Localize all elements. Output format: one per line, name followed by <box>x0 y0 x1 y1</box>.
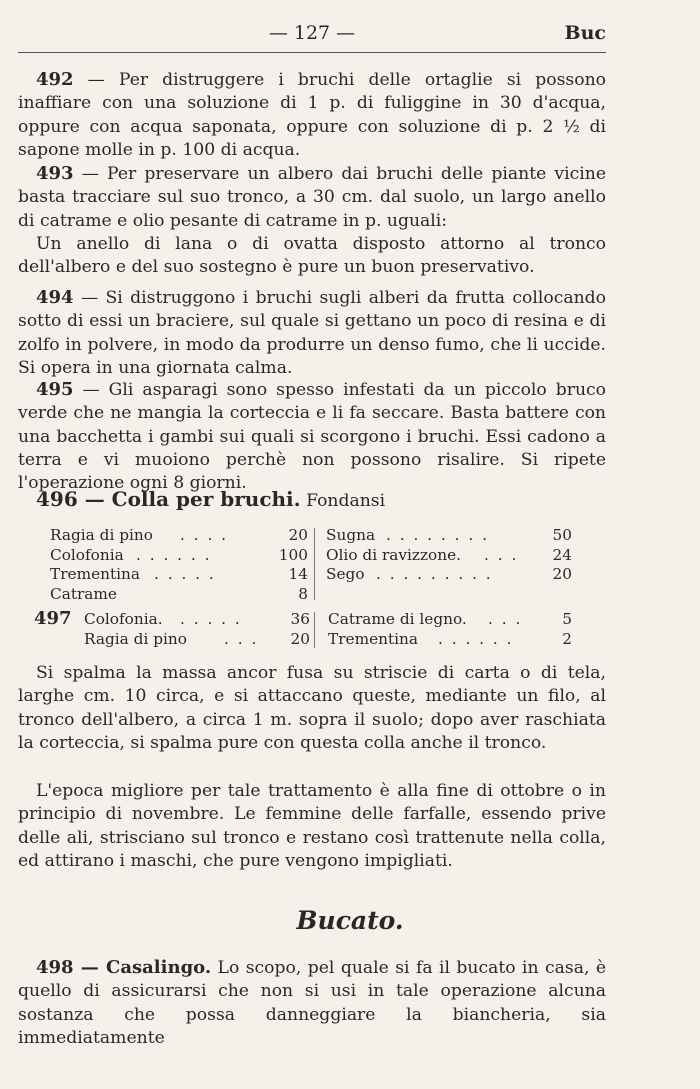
paragraph-season <box>18 780 606 873</box>
recipe-column-left <box>50 526 308 604</box>
section-496-title <box>18 488 606 513</box>
ingredient-row: Trementina . . . . . . 2 <box>328 629 572 648</box>
section-494 <box>18 286 606 380</box>
ingredient-row: Catrame 8 <box>50 584 308 603</box>
entry-number: 493 <box>36 163 74 184</box>
ingredient-row: Ragia di pino . . . 20 <box>84 629 310 648</box>
entry-number: 497 <box>34 608 72 629</box>
recipe-496-table <box>18 526 606 606</box>
paragraph-text: Si spalma la massa ancor fusa su striscie di carta o di tela, larghe cm. 10 circa, e si attaccano queste, mediante un filo, al tronco dell'albero, a circa 1 m. sopra il suolo; dopo aver raschiata la corteccia, si spalma pure con questa colla anche il tronco. <box>18 663 606 753</box>
entry-text-continued: Un anello di lana o di ovatta disposto attorno al tronco dell'albero e del suo sostegno è pure un buon preservativo. <box>18 233 606 278</box>
ingredient-row: Trementina . . . . . 14 <box>50 565 308 583</box>
section-heading: Bucato. <box>296 906 404 935</box>
entry-number: 492 <box>36 69 74 90</box>
ingredient-row: Catrame di legno. . . . 5 <box>328 610 572 628</box>
section-495 <box>18 378 606 495</box>
recipe-column-right <box>326 526 572 585</box>
page-header <box>18 22 606 52</box>
column-divider <box>314 528 315 600</box>
paragraph-application <box>18 662 606 755</box>
entry-number: 494 <box>36 287 74 308</box>
ingredient-row: Sego . . . . . . . . . 20 <box>326 565 572 583</box>
ingredient-row: Ragia di pino . . . . 20 <box>50 526 308 544</box>
recipe-column-right <box>328 610 572 649</box>
running-head: Buc <box>564 22 606 44</box>
entry-number: 495 <box>36 379 74 400</box>
section-492 <box>18 68 606 162</box>
entry-number: 498 <box>36 957 74 978</box>
section-493 <box>18 162 606 279</box>
entry-number: 496 <box>36 487 78 511</box>
entry-title: — Casalingo. <box>73 957 212 978</box>
entry-text: — Si distruggono i bruchi sugli alberi da frutta collocando sotto di essi un braciere, sul quale si gettano un poco di resina e di zolfo in polvere, in modo da produrre un denso fumo, che li uccide. Si opera in una giornata calma. <box>18 288 606 378</box>
entry-text: — Per distruggere i bruchi delle ortaglie si possono inaffiare con una soluzione di 1 p. di fuliggine in 30 d'acqua, oppure con acqua saponata, oppure con soluzione di p. 2 ½ di sapone molle in p. 100 di acqua. <box>18 70 606 160</box>
entry-title: — Colla per bruchi. <box>77 487 301 511</box>
ingredient-row: Colofonia. . . . . . 36 <box>84 610 310 628</box>
ingredient-row: Colofonia . . . . . . 100 <box>50 545 308 564</box>
page-number: — 127 — <box>268 22 356 44</box>
entry-text: — Per preservare un albero dai bruchi delle piante vicine basta tracciare sul suo tronco, a 30 cm. dal suolo, un largo anello di catrame e olio pesante di catrame in p. uguali: <box>18 164 606 231</box>
entry-text: — Gli asparagi sono spesso infestati da un piccolo bruco verde che ne mangia la corteccia e li fa seccare. Basta battere con una bacchetta i gambi sui quali si scorgono i bruchi. Essi cadono a terra e vi muoiono perchè non possono risalire. Si ripete l'operazione ogni 8 giorni. <box>18 380 606 494</box>
header-rule <box>18 52 606 53</box>
ingredient-row: Sugna . . . . . . . . 50 <box>326 526 572 544</box>
ingredient-row: Olio di ravizzone. . . . 24 <box>326 545 572 564</box>
section-498 <box>18 956 606 1050</box>
entry-text: Lo scopo, pel quale si fa il bucato in casa, è quello di assicurarsi che non si usi in tale operazione alcuna sostanza che possa danneggiare la biancheria, sia immediatamente <box>18 958 607 1048</box>
column-divider <box>314 612 315 648</box>
paragraph-text: L'epoca migliore per tale trattamento è alla fine di ottobre o in principio di novembre. Le femmine delle farfalle, essendo prive delle ali, strisciano sul tronco e restano così trattenute nella colla, ed attirano i maschi, che pure vengono impigliati. <box>18 781 606 871</box>
recipe-497-table <box>18 610 606 654</box>
recipe-column-left <box>84 610 310 649</box>
entry-note: Fondansi <box>306 491 386 511</box>
